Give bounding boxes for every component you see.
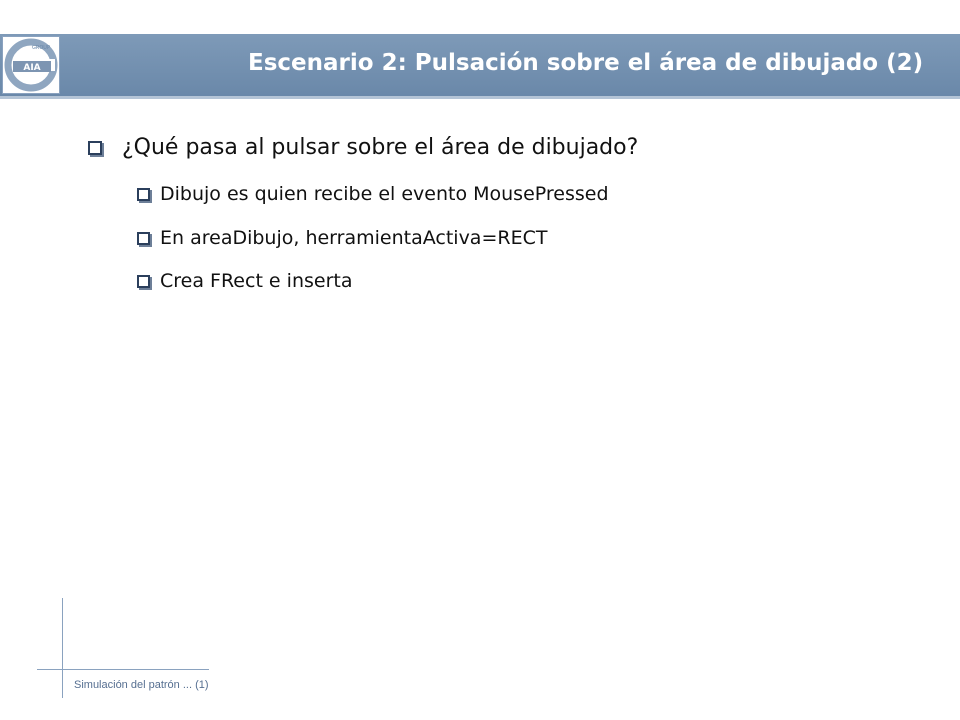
footer-vertical-rule [62,598,63,698]
logo-text-top: GROUP [32,45,50,51]
bullet-text: En areaDibujo, herramientaActiva=RECT [160,227,548,249]
logo-text-main: AIA [23,63,41,73]
footer-horizontal-rule [37,669,209,670]
gaia-logo-icon [2,36,60,94]
slide-footer: Simulación del patrón ... (1) [74,679,209,691]
checkbox-bullet-icon [137,232,150,245]
bullet-item [88,135,638,160]
sub-bullet-item [137,227,547,249]
checkbox-bullet-icon [137,275,150,288]
bullet-text: Dibujo es quien recibe el evento MousePressed [160,183,609,205]
bullet-text: ¿Qué pasa al pulsar sobre el área de dibujado? [122,135,639,160]
sub-bullet-item [137,183,609,205]
checkbox-bullet-icon [137,188,150,201]
checkbox-bullet-icon [88,141,102,155]
sub-bullet-item [137,270,352,292]
bullet-text: Crea FRect e inserta [160,270,353,292]
slide-title: Escenario 2: Pulsación sobre el área de dibujado (2) [248,50,924,76]
title-bar-rule [0,96,960,99]
